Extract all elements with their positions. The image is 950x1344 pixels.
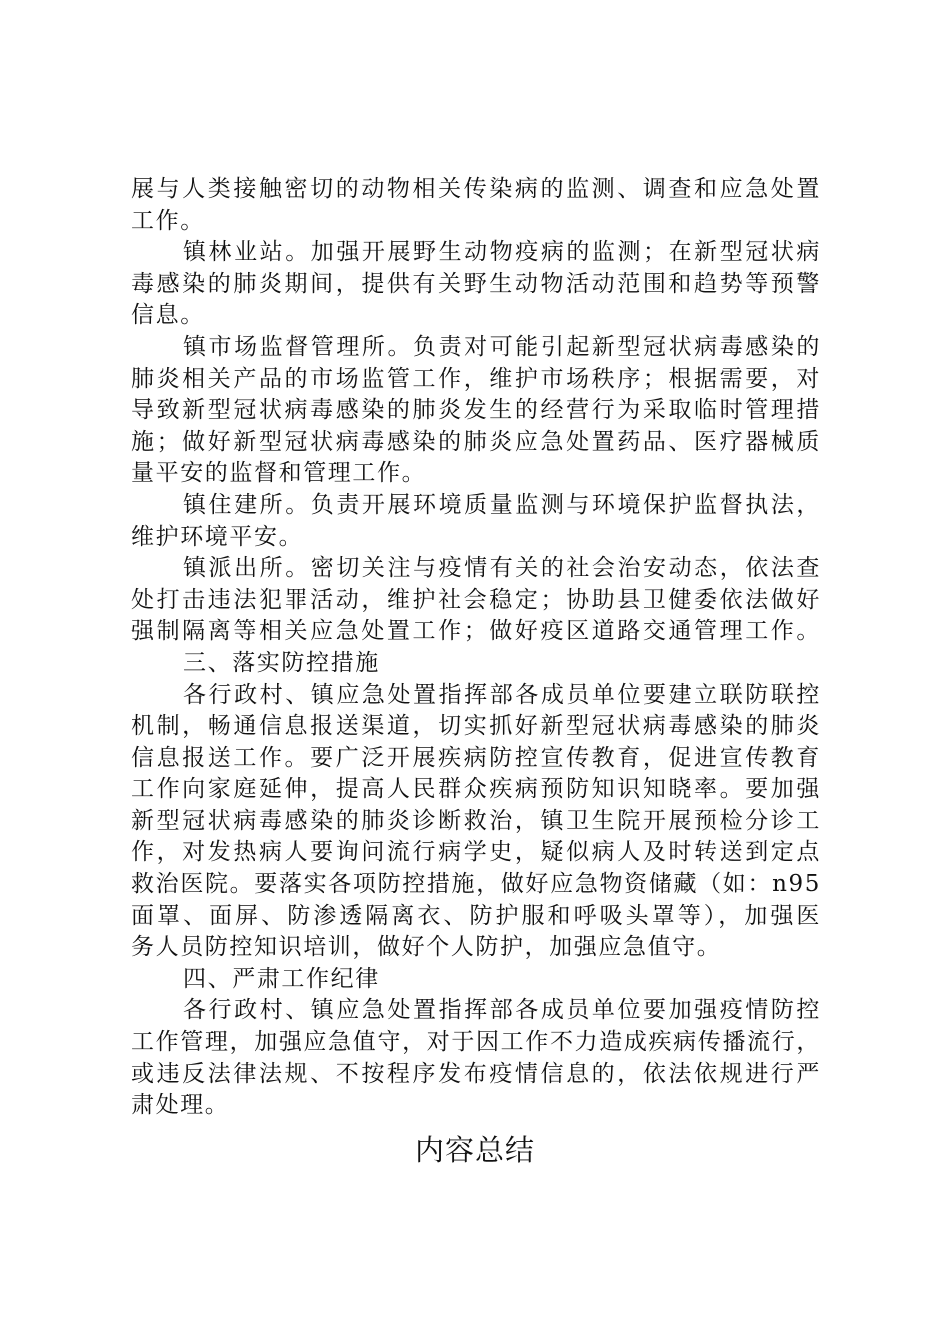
text-line: 各行政村、镇应急处置指挥部各成员单位要建立联防联控 [183, 681, 821, 708]
paragraph-work-discipline [131, 995, 821, 1121]
text-line: 新型冠状病毒感染的肺炎诊断救治，镇卫生院开展预检分诊工 [131, 807, 821, 834]
text-line: 量平安的监督和管理工作。 [131, 460, 427, 487]
text-line: 工作向家庭延伸，提高人民群众疾病预防知识知晓率。要加强 [131, 776, 821, 803]
text-line: 施；做好新型冠状病毒感染的肺炎应急处置药品、医疗器械质 [131, 428, 821, 455]
text-line: 肃处理。 [131, 1092, 230, 1119]
text-line: 或违反法律法规、不按程序发布疫情信息的，依法依规进行严 [131, 1060, 821, 1087]
text-line: 面罩、面屏、防渗透隔离衣、防护服和呼吸头罩等），加强医 [131, 902, 821, 929]
summary-title: 内容总结 [414, 1133, 535, 1167]
paragraph-market-supervision [131, 332, 821, 490]
paragraph-animal-monitoring [131, 174, 821, 237]
text-line: 镇林业站。加强开展野生动物疫病的监测；在新型冠状病 [183, 239, 821, 266]
text-line: 作，对发热病人要询问流行病学史，疑似病人及时转送到定点 [131, 839, 821, 866]
text-line: 展与人类接触密切的动物相关传染病的监测、调查和应急处置 [131, 176, 821, 202]
text-line: 各行政村、镇应急处置指挥部各成员单位要加强疫情防控 [183, 997, 821, 1024]
section-heading-3 [131, 648, 821, 680]
document-body [131, 174, 821, 1122]
section-heading-4 [131, 964, 821, 996]
paragraph-forestry-station [131, 237, 821, 332]
text-line: 工作。 [131, 207, 205, 234]
text-line: 导致新型冠状病毒感染的肺炎发生的经营行为采取临时管理措 [131, 397, 821, 424]
text-line: 强制隔离等相关应急处置工作；做好疫区道路交通管理工作。 [131, 618, 821, 645]
text-line: 务人员防控知识培训，做好个人防护，加强应急值守。 [131, 934, 722, 961]
text-line: 维护环境平安。 [131, 523, 304, 550]
paragraph-housing-construction [131, 490, 821, 553]
text-line: 工作管理，加强应急值守，对于因工作不力造成疾病传播流行， [131, 1029, 821, 1056]
text-line: 救治医院。要落实各项防控措施，做好应急物资储藏（如：n95 [131, 871, 821, 898]
paragraph-control-measures [131, 680, 821, 964]
section-heading: 四、严肃工作纪律 [183, 965, 380, 992]
text-line: 镇市场监督管理所。负责对可能引起新型冠状病毒感染的 [183, 333, 821, 360]
text-line: 毒感染的肺炎期间，提供有关野生动物活动范围和趋势等预警 [131, 270, 821, 297]
text-line: 信息报送工作。要广泛开展疾病防控宣传教育，促进宣传教育 [131, 744, 821, 771]
text-line: 镇住建所。负责开展环境质量监测与环境保护监督执法， [183, 491, 821, 518]
section-heading: 三、落实防控措施 [183, 649, 380, 676]
text-line: 肺炎相关产品的市场监管工作，维护市场秩序；根据需要，对 [131, 365, 821, 392]
text-line: 镇派出所。密切关注与疫情有关的社会治安动态，依法查 [183, 555, 821, 582]
text-line: 处打击违法犯罪活动，维护社会稳定；协助县卫健委依法做好 [131, 586, 821, 613]
text-line: 信息。 [131, 302, 205, 329]
paragraph-police-station [131, 553, 821, 648]
text-line: 机制，畅通信息报送渠道，切实抓好新型冠状病毒感染的肺炎 [131, 713, 821, 740]
